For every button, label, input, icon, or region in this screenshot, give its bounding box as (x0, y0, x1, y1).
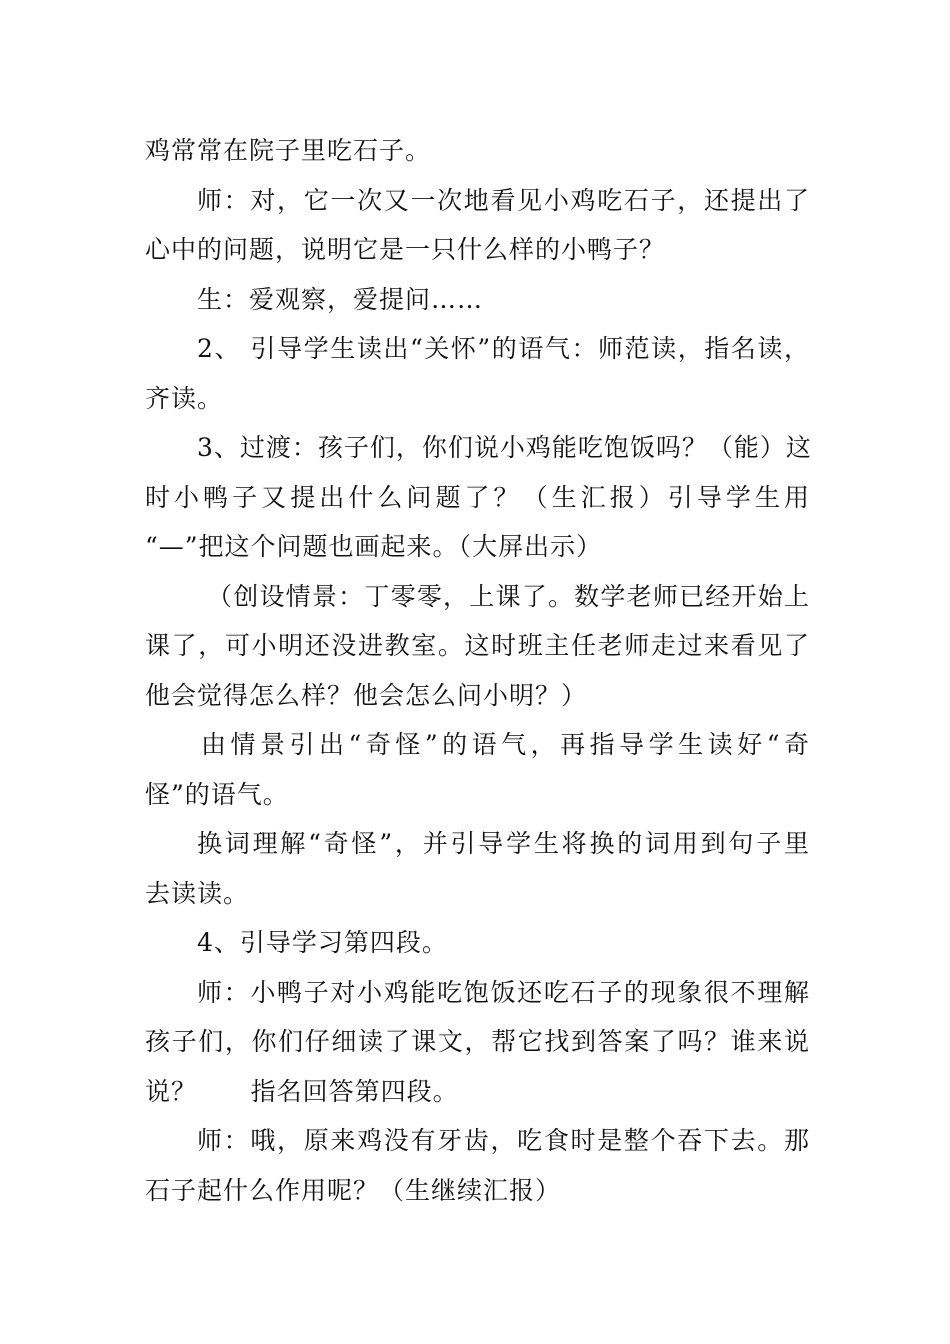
text-line: 课了，可小明还没进教室。这时班主任老师走过来看见了 (145, 631, 810, 660)
text-line: 齐读。 (145, 383, 224, 413)
text-line: 石子起什么作用呢？（生继续汇报） (145, 1175, 562, 1205)
text-line: 孩子们，你们仔细读了课文，帮它找到答案了吗？谁来说 (145, 1027, 810, 1056)
text-line: 他会觉得怎么样？他会怎么问小明？） (145, 680, 588, 710)
text-line: 心中的问题，说明它是一只什么样的小鸭子？ (145, 235, 666, 264)
text-line: 3、过渡：孩子们，你们说小鸡能吃饱饭吗？（能）这 (197, 433, 812, 462)
text-line: 鸡常常在院子里吃石子。 (145, 136, 432, 165)
text-line: 换词理解“奇怪”，并引导学生将换的词用到句子里 (197, 829, 810, 858)
text-line: 时小鸭子又提出什么问题了？（生汇报）引导学生用 (145, 482, 810, 512)
text-line: 说？ 指名回答第四段。 (145, 1076, 459, 1106)
document-body (145, 126, 810, 1215)
text-line: 师：小鸭子对小鸡能吃饱饭还吃石子的现象很不理解 (197, 977, 810, 1007)
text-line: （创设情景：丁零零，上课了。数学老师已经开始上 (207, 581, 810, 611)
text-line: 师：哦，原来鸡没有牙齿，吃食时是整个吞下去。那 (197, 1126, 810, 1155)
text-line: 怪”的语气。 (145, 779, 289, 809)
text-line: 由情景引出“奇怪”的语气，再指导学生读好“奇 (201, 730, 810, 759)
text-line: 2、 引导学生读出“关怀”的语气：师范读，指名读， (197, 334, 810, 363)
text-line: 4、引导学习第四段。 (197, 928, 448, 957)
text-line: 去读读。 (145, 878, 250, 908)
text-line: “—”把这个问题也画起来。（大屏出示） (145, 532, 603, 561)
text-line: 生：爱观察，爱提问…… (197, 284, 484, 314)
text-line: 师：对，它一次又一次地看见小鸡吃石子，还提出了 (197, 185, 810, 215)
